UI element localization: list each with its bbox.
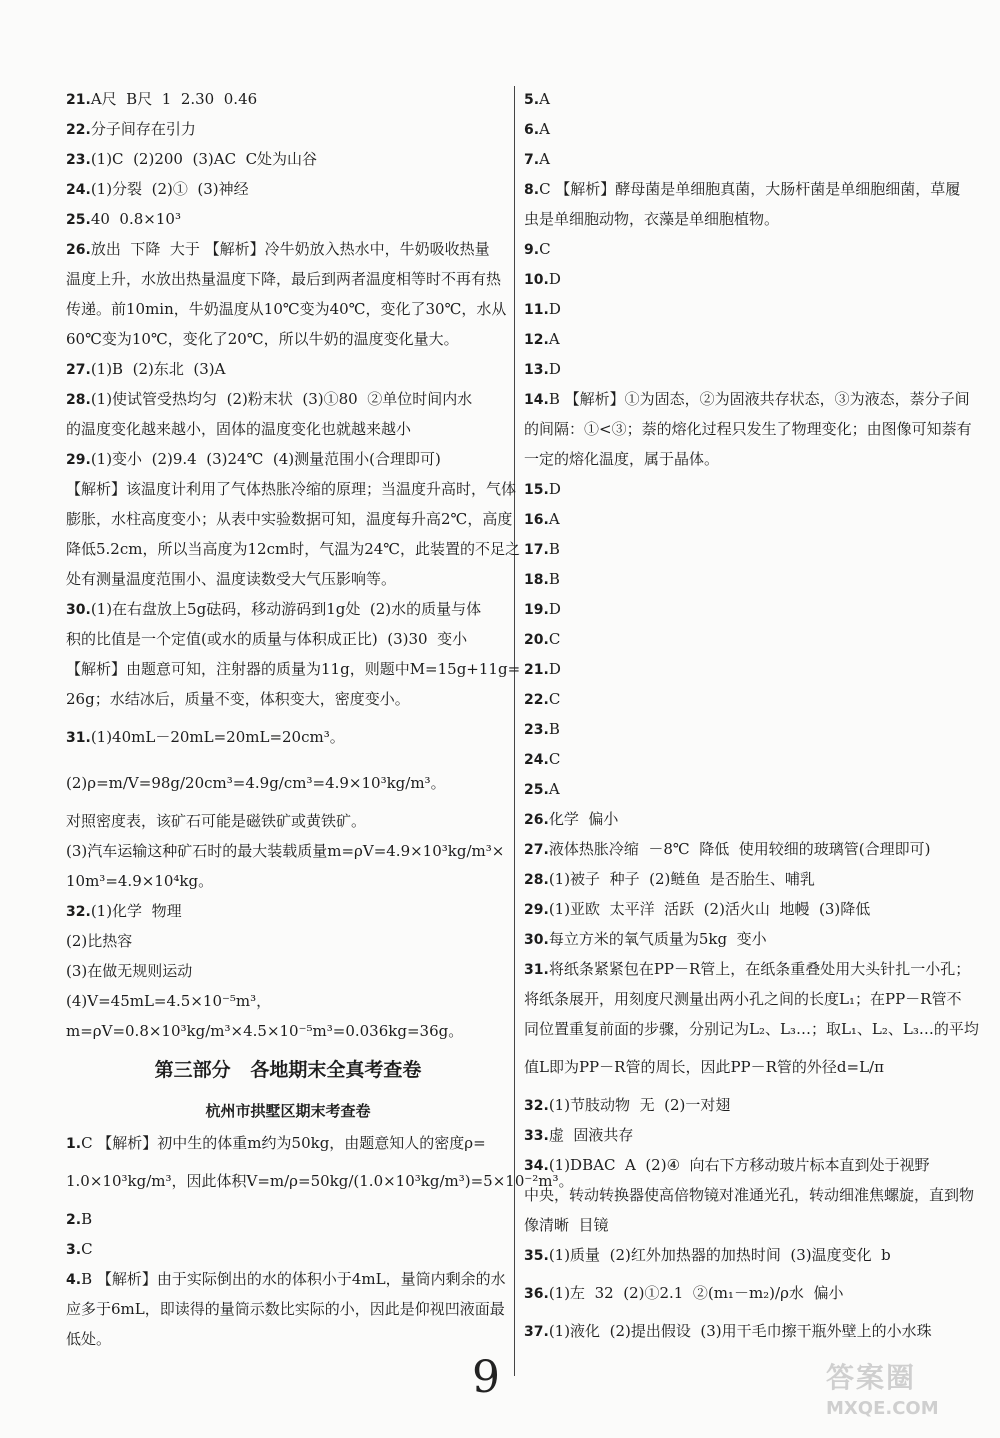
answer-text: A <box>548 510 560 528</box>
answer-line <box>524 1270 964 1316</box>
answer-line <box>66 294 510 324</box>
answer-text: (1)B (2)东北 (3)A <box>90 360 226 378</box>
question-number: 2. <box>66 1212 82 1228</box>
answer-text: (1)液化 (2)提出假设 (3)用干毛巾擦干瓶外壁上的小水珠 <box>548 1322 932 1340</box>
question-number: 6. <box>524 122 540 138</box>
answer-text: 降低5.2cm，所以当高度为12cm时，气温为24℃，此装置的不足之 <box>66 540 521 558</box>
answer-line <box>66 896 510 926</box>
question-number: 26. <box>66 242 91 258</box>
watermark-logo <box>826 1360 990 1432</box>
answer-text: (1)变小 (2)9.4 (3)24℃ (4)测量范围小(合理即可) <box>90 450 441 468</box>
answer-text: A尺 B尺 1 2.30 0.46 <box>90 90 258 108</box>
answer-text: D <box>548 300 561 318</box>
answer-text: (3)汽车运输这种矿石时的最大装载质量m=ρV=4.9×10³kg/m³× <box>66 842 505 860</box>
page-number: 9 <box>472 1352 500 1403</box>
question-number: 17. <box>524 542 549 558</box>
answer-line <box>66 504 513 534</box>
answer-line <box>524 924 964 954</box>
answer-text: D <box>548 480 561 498</box>
answer-line <box>66 654 521 684</box>
answer-line <box>66 174 510 204</box>
answer-line <box>524 804 964 834</box>
question-number: 37. <box>524 1324 549 1340</box>
answer-text: (1)DBAC A (2)④ 向右下方移动玻片标本直到处于视野 <box>548 1156 930 1174</box>
answer-text: 积的比值是一个定值(或水的质量与体积成正比) (3)30 变小 <box>66 630 468 648</box>
question-number: 31. <box>66 730 91 746</box>
answer-line <box>66 444 510 474</box>
answer-text: C <box>81 1240 93 1258</box>
answer-line <box>524 324 964 354</box>
question-number: 25. <box>524 782 549 798</box>
answer-line <box>524 264 964 294</box>
answer-text: 【解析】由题意可知，注射器的质量为11g，则题中M=15g+11g= <box>66 660 521 678</box>
question-number: 31. <box>524 962 549 978</box>
question-number: 8. <box>524 182 540 198</box>
answer-line <box>524 564 964 594</box>
question-number: 32. <box>524 1098 549 1114</box>
answer-line <box>524 294 964 324</box>
answer-line <box>524 234 964 264</box>
answer-text: 低处。 <box>66 1330 112 1348</box>
answer-line <box>66 384 510 414</box>
question-number: 29. <box>66 452 91 468</box>
answer-line <box>524 414 972 444</box>
answer-line <box>524 624 964 654</box>
answer-line <box>66 84 510 114</box>
answer-text: 应多于6mL，即读得的量筒示数比实际的小，因此是仰视凹液面最 <box>66 1300 505 1318</box>
answer-line <box>66 354 510 384</box>
answer-line <box>524 1044 964 1090</box>
answer-line <box>524 774 964 804</box>
answer-line <box>66 564 510 594</box>
answer-text: A <box>548 780 560 798</box>
answer-line <box>66 986 510 1016</box>
answer-line <box>524 954 971 984</box>
answer-text: (1)亚欧 太平洋 活跃 (2)活火山 地幔 (3)降低 <box>548 900 871 918</box>
answer-line <box>524 474 964 504</box>
answer-text: (1)C (2)200 (3)AC C处为山谷 <box>90 150 318 168</box>
answer-line <box>524 594 964 624</box>
answer-text: C <box>539 240 551 258</box>
answer-line <box>66 1016 510 1046</box>
question-number: 22. <box>524 692 549 708</box>
answer-text: B 【解析】由于实际倒出的水的体积小于4mL，量筒内剩余的水 <box>81 1270 506 1288</box>
answer-line <box>66 474 517 504</box>
question-number: 33. <box>524 1128 549 1144</box>
answer-text: 膨胀，水柱高度变小；从表中实验数据可知，温度每升高2℃，高度 <box>66 510 513 528</box>
answer-text: (1)分裂 (2)① (3)神经 <box>90 180 249 198</box>
question-number: 21. <box>66 92 91 108</box>
answer-line <box>66 624 510 654</box>
question-number: 34. <box>524 1158 549 1174</box>
answer-line <box>66 204 510 234</box>
answer-text: 放出 下降 大于 【解析】冷牛奶放入热水中，牛奶吸收热量 <box>90 240 490 258</box>
answer-text: (1)在右盘放上5g砝码，移动游码到1g处 (2)水的质量与体 <box>90 600 482 618</box>
right-answer-list <box>524 84 979 1346</box>
answer-text: 60℃变为10℃，变化了20℃，所以牛奶的温度变化量大。 <box>66 330 459 348</box>
question-number: 22. <box>66 122 91 138</box>
answer-text: (1)质量 (2)红外加热器的加热时间 (3)温度变化 b <box>548 1246 891 1264</box>
answer-line <box>524 834 964 864</box>
answer-text: B <box>548 720 560 738</box>
answer-line <box>524 1120 964 1150</box>
answer-line <box>66 324 510 354</box>
question-number: 4. <box>66 1272 82 1288</box>
answer-text: B <box>81 1210 93 1228</box>
answer-line <box>66 414 510 444</box>
answer-text: B 【解析】①为固态，②为固液共存状态，③为液态，萘分子间 <box>548 390 970 408</box>
answer-line <box>66 866 510 896</box>
answer-line <box>66 806 510 836</box>
answer-line <box>524 1180 975 1210</box>
answer-text: 40 0.8×10³ <box>90 210 181 228</box>
answer-text: 将纸条紧紧包在PP－R管上，在纸条重叠处用大头针扎一小孔； <box>548 960 971 978</box>
left-answer-list <box>66 84 521 1046</box>
question-number: 27. <box>66 362 91 378</box>
answer-text: 虚 固液共存 <box>548 1126 634 1144</box>
question-number: 24. <box>524 752 549 768</box>
answer-line <box>524 144 964 174</box>
answer-text: 的温度变化越来越小，固体的温度变化也就越来越小 <box>66 420 412 438</box>
question-number: 27. <box>524 842 549 858</box>
answer-line <box>66 234 510 264</box>
answer-text: 【解析】该温度计利用了气体热胀冷缩的原理；当温度升高时，气体 <box>66 480 517 498</box>
question-number: 29. <box>524 902 549 918</box>
answer-text: C 【解析】初中生的体重m约为50kg，由题意知人的密度ρ= <box>81 1134 486 1152</box>
answer-text: A <box>539 150 550 168</box>
answer-line <box>524 204 964 234</box>
answer-line <box>524 684 964 714</box>
answer-text: A <box>539 120 550 138</box>
question-number: 20. <box>524 632 549 648</box>
answer-text: (1)化学 物理 <box>90 902 182 920</box>
question-number: 11. <box>524 302 549 318</box>
answer-line <box>524 114 964 144</box>
question-number: 18. <box>524 572 549 588</box>
answer-line <box>524 534 964 564</box>
question-number: 32. <box>66 904 91 920</box>
answer-text: (2)比热容 <box>66 932 133 950</box>
answer-text: 液体热胀冷缩 －8℃ 降低 使用较细的玻璃管(合理即可) <box>548 840 931 858</box>
answer-text: 1.0×10³kg/m³，因此体积V=m/ρ=50kg/(1.0×10³kg/m³)=5×10⁻²m³。 <box>66 1172 574 1190</box>
watermark-brand: 答案圈 <box>826 1361 917 1394</box>
answer-text: m=ρV=0.8×10³kg/m³×4.5×10⁻⁵m³=0.036kg=36g。 <box>66 1022 464 1040</box>
question-number: 28. <box>66 392 91 408</box>
answer-line <box>524 1014 979 1044</box>
answer-text: (1)40mL－20mL=20mL=20cm³。 <box>90 728 345 746</box>
watermark-url: MXQE.COM <box>826 1398 939 1419</box>
answer-line <box>66 534 521 564</box>
answer-text: 一定的熔化温度，属于晶体。 <box>524 450 720 468</box>
answer-text: 值L即为PP－R管的周长，因此PP－R管的外径d=L/π <box>524 1058 884 1076</box>
answer-text: (1)被子 种子 (2)鲢鱼 是否胎生、哺乳 <box>548 870 815 888</box>
question-number: 3. <box>66 1242 82 1258</box>
answer-text: 将纸条展开，用刻度尺测量出两小孔之间的长度L₁；在PP－R管不 <box>524 990 962 1008</box>
answer-line <box>66 114 510 144</box>
answer-text: 中央，转动转换器使高倍物镜对准通光孔，转动细准焦螺旋，直到物 <box>524 1186 975 1204</box>
answer-text: 同位置重复前面的步骤，分别记为L₂、L₃…；取L₁、L₂、L₃…的平均 <box>524 1020 979 1038</box>
question-number: 25. <box>66 212 91 228</box>
answer-text: 化学 偏小 <box>548 810 619 828</box>
question-number: 23. <box>66 152 91 168</box>
answer-text: (1)使试管受热均匀 (2)粉末状 (3)①80 ②单位时间内水 <box>90 390 473 408</box>
question-number: 21. <box>524 662 549 678</box>
question-number: 28. <box>524 872 549 888</box>
question-number: 36. <box>524 1286 549 1302</box>
answer-text: (2)ρ=m/V=98g/20cm³=4.9g/cm³=4.9×10³kg/m³。 <box>66 774 446 792</box>
answer-text: A <box>548 330 560 348</box>
answer-line <box>524 1090 964 1120</box>
answer-text: (4)V=45mL=4.5×10⁻⁵m³， <box>66 992 272 1010</box>
answer-line <box>66 684 510 714</box>
answer-line <box>66 926 510 956</box>
answer-text: B <box>548 570 560 588</box>
answer-line <box>524 1210 964 1240</box>
answer-text: D <box>548 270 561 288</box>
answer-line <box>524 864 964 894</box>
answer-text: C <box>548 630 561 648</box>
answer-text: D <box>548 600 561 618</box>
answer-line <box>66 1324 510 1354</box>
answer-text: D <box>548 360 561 378</box>
answer-line <box>66 836 510 866</box>
answer-line <box>66 760 510 806</box>
answer-text: 温度上升，水放出热量温度下降，最后到两者温度相等时不再有热 <box>66 270 502 288</box>
right-column <box>524 84 979 1346</box>
answer-line <box>524 984 964 1014</box>
answer-line <box>524 1240 964 1270</box>
question-number: 26. <box>524 812 549 828</box>
question-number: 19. <box>524 602 549 618</box>
answer-text: (3)在做无规则运动 <box>66 962 193 980</box>
answer-line <box>524 744 964 774</box>
question-number: 12. <box>524 332 549 348</box>
question-number: 7. <box>524 152 540 168</box>
answer-line <box>66 1294 510 1324</box>
question-number: 14. <box>524 392 549 408</box>
answer-line <box>66 1204 510 1234</box>
answer-text: D <box>548 660 561 678</box>
answer-text: (1)左 32 (2)①2.1 ②(m₁－m₂)/ρ水 偏小 <box>548 1284 844 1302</box>
answer-text: 传递。前10min，牛奶温度从10℃变为40℃，变化了30℃，水从 <box>66 300 507 318</box>
question-number: 15. <box>524 482 549 498</box>
answer-text: 像清晰 目镜 <box>524 1216 609 1234</box>
answer-line <box>66 1264 510 1294</box>
answer-line <box>66 714 510 760</box>
answer-line <box>66 956 510 986</box>
question-number: 10. <box>524 272 549 288</box>
answer-text: 26g；水结冰后，质量不变，体积变大，密度变小。 <box>66 690 410 708</box>
question-number: 5. <box>524 92 540 108</box>
answer-text: 的间隔：①<③；萘的熔化过程只发生了物理变化；由图像可知萘有 <box>524 420 972 438</box>
answer-text: 每立方米的氧气质量为5kg 变小 <box>548 930 767 948</box>
answer-line <box>524 354 964 384</box>
answer-line <box>66 144 510 174</box>
answer-text: A <box>539 90 550 108</box>
answer-text: 分子间存在引力 <box>90 120 196 138</box>
answer-text: 对照密度表，该矿石可能是磁铁矿或黄铁矿。 <box>66 812 367 830</box>
answer-line <box>524 444 964 474</box>
question-number: 23. <box>524 722 549 738</box>
answer-text: (1)节肢动物 无 (2)一对翅 <box>548 1096 731 1114</box>
answer-line <box>66 1128 510 1158</box>
answer-text: 10m³=4.9×10⁴kg。 <box>66 872 214 890</box>
question-number: 35. <box>524 1248 549 1264</box>
exam-subtitle: 杭州市拱墅区期末考查卷 <box>205 1102 371 1120</box>
question-number: 30. <box>524 932 549 948</box>
answer-line <box>66 1234 510 1264</box>
answer-text: B <box>548 540 560 558</box>
question-number: 30. <box>66 602 91 618</box>
answer-line <box>524 84 964 114</box>
answer-text: C 【解析】酵母菌是单细胞真菌，大肠杆菌是单细胞细菌，草履 <box>539 180 961 198</box>
answer-text: C <box>548 690 561 708</box>
answer-line <box>524 174 964 204</box>
question-number: 16. <box>524 512 549 528</box>
answer-line <box>524 504 964 534</box>
answer-line <box>524 1150 964 1180</box>
answer-line <box>524 714 964 744</box>
question-number: 13. <box>524 362 549 378</box>
answer-text: 虫是单细胞动物，衣藻是单细胞植物。 <box>524 210 780 228</box>
answer-line <box>66 264 510 294</box>
question-number: 1. <box>66 1136 82 1152</box>
section-title: 第三部分 各地期末全真考查卷 <box>154 1059 422 1081</box>
answer-line <box>524 384 970 414</box>
answer-line <box>524 654 964 684</box>
answer-text: 处有测量温度范围小、温度读数受大气压影响等。 <box>66 570 397 588</box>
answer-line <box>524 1316 964 1346</box>
answer-line <box>66 594 510 624</box>
question-number: 24. <box>66 182 91 198</box>
question-number: 9. <box>524 242 540 258</box>
answer-text: C <box>548 750 561 768</box>
answer-line <box>524 894 964 924</box>
